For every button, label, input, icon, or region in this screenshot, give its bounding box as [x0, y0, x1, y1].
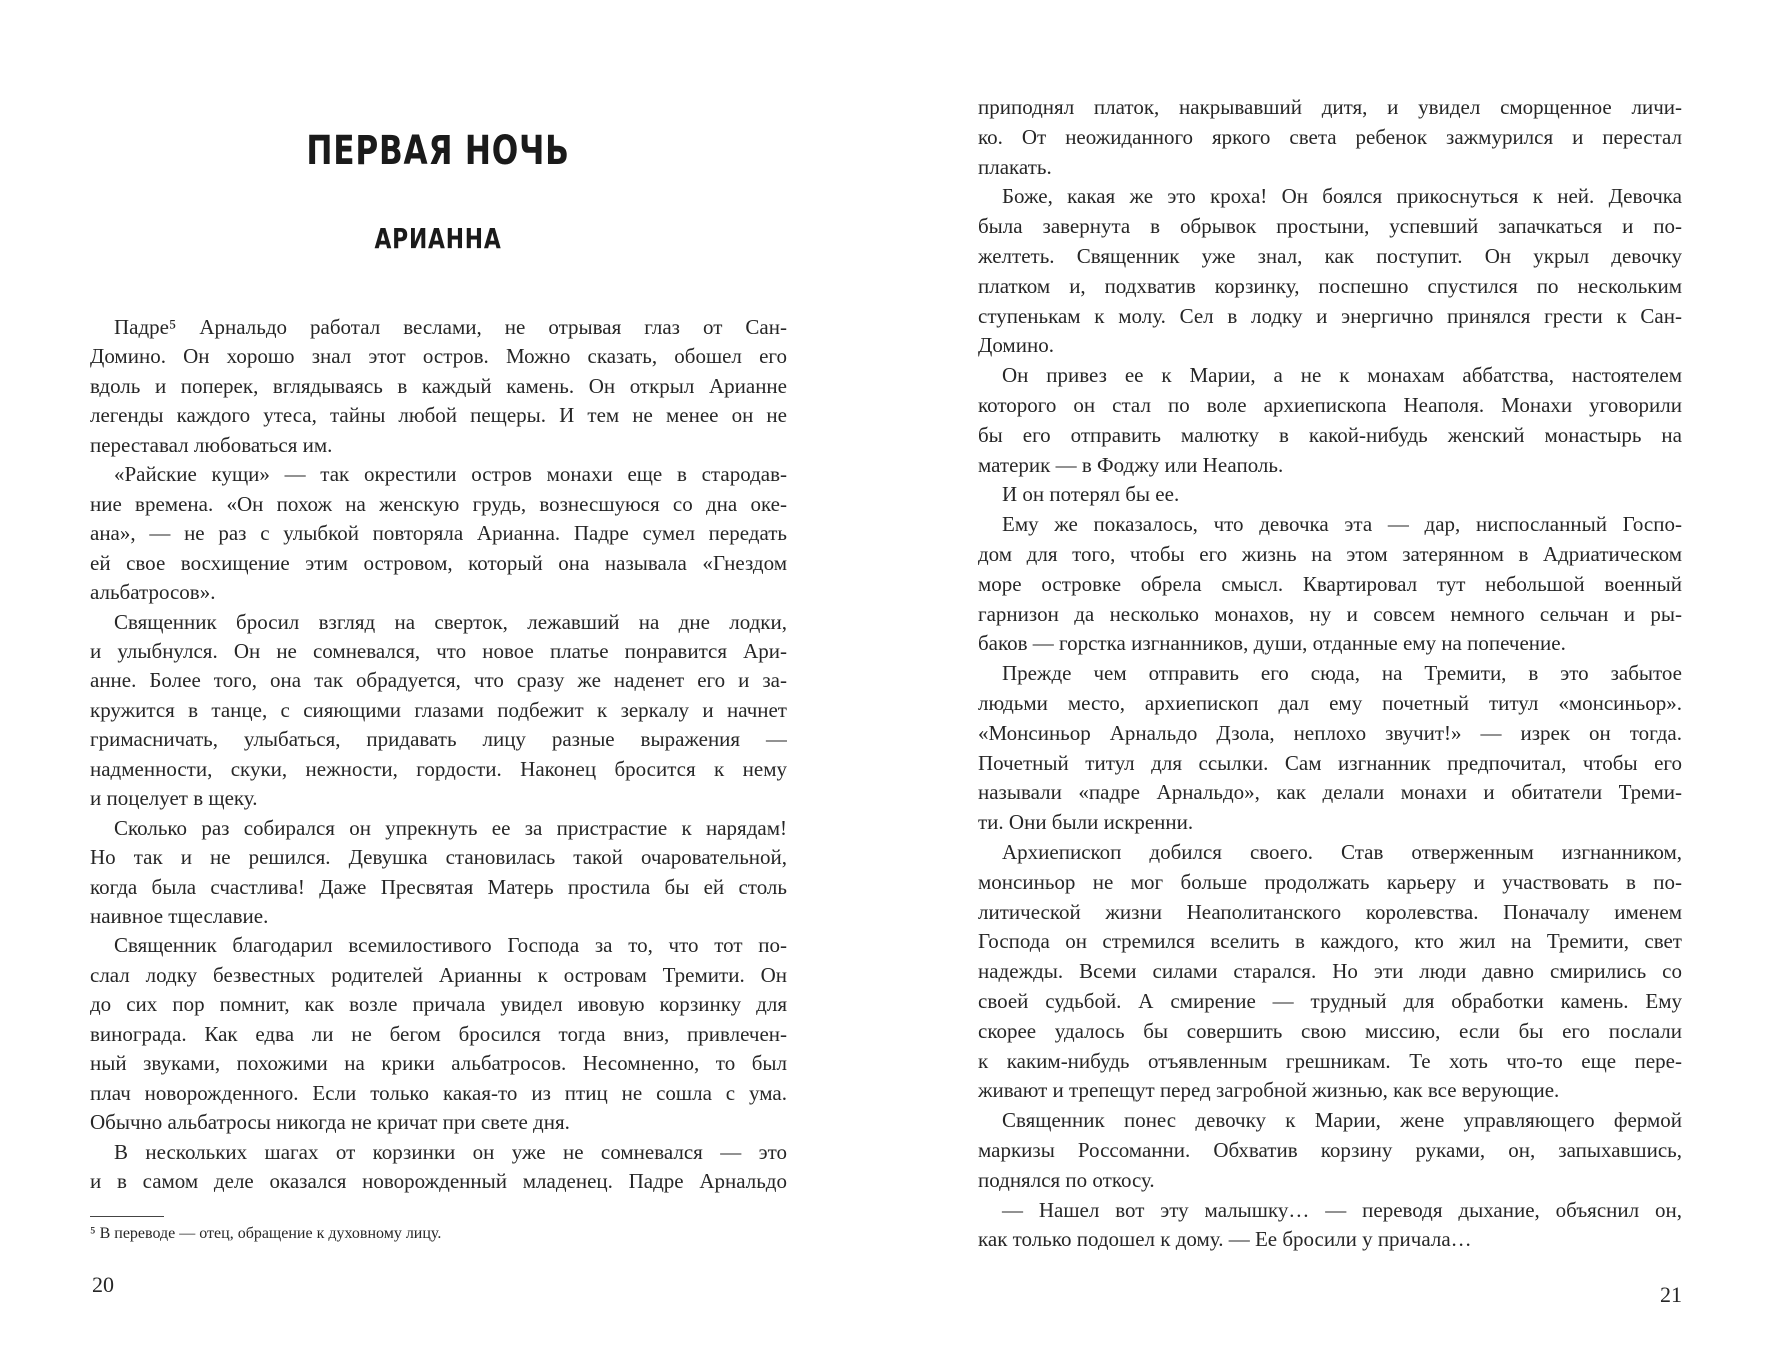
text-line: Домино. [978, 333, 1054, 358]
text-line: винограда. Как едва ли не бегом бросился тогда вниз, привлечен- [90, 1021, 787, 1046]
text-line: гарнизон да несколько монахов, ну и совсем немного сельчан и ры- [978, 601, 1682, 626]
text-line: Обычно альбатросы никогда не кричат при свете дня. [90, 1110, 570, 1135]
chapter-subtitle: АРИАННА [374, 222, 502, 255]
text-line: море островке обрела смысл. Квартировал тут небольшой военный [978, 571, 1682, 596]
text-line: Домино. Он хорошо знал этот остров. Можно сказать, обошел его [90, 344, 787, 369]
text-line: материк — в Фоджу или Неаполь. [978, 452, 1284, 477]
text-line: скорее удалось бы совершить свою миссию, если бы его послали [978, 1018, 1682, 1043]
text-line: Сколько раз собирался он упрекнуть ее за пристрастие к нарядам! [114, 815, 787, 840]
text-line: ние времена. «Он похож на женскую грудь, вознесшуюся со дна оке- [90, 491, 787, 516]
text-line: своей судьбой. А смирение — трудный для обработки камень. Ему [978, 989, 1682, 1013]
text-line: И он потерял бы ее. [1002, 482, 1180, 507]
text-line: вдоль и поперек, вглядываясь в каждый камень. Он открыл Арианне [90, 373, 787, 398]
text-line: ступенькам к молу. Сел в лодку и энергично принялся грести к Сан- [978, 303, 1682, 328]
text-line: «Райские кущи» — так окрестили остров монахи еще в стародав- [114, 462, 787, 487]
text-line: Ему же показалось, что девочка эта — дар, ниспосланный Госпо- [1002, 512, 1682, 537]
text-line: Прежде чем отправить его сюда, на Тремити, в это забытое [1002, 661, 1682, 686]
text-line: ко. От неожиданного яркого света ребенок зажмурился и перестал [978, 124, 1682, 149]
text-line: живают и трепещут перед загробной жизнью, как все верующие. [978, 1078, 1560, 1103]
text-line: Но так и не решился. Девушка становилась такой очаровательной, [90, 845, 787, 870]
text-line: платком и, подхватив корзинку, поспешно спустился по нескольким [978, 273, 1682, 298]
text-line: называли «падре Арнальдо», как делали монахи и обитатели Треми- [978, 780, 1682, 805]
text-line: Господа он стремился вселить в каждого, кто жил на Тремити, свет [978, 929, 1682, 954]
text-line: наивное тщеславие. [90, 904, 269, 928]
text-line: бы его отправить малютку в какой-нибудь женский монастырь на [978, 422, 1682, 447]
text-line: дом для того, чтобы его жизнь на этом затерянном в Адриатическом [978, 542, 1682, 566]
text-line: до сих пор помнит, как возле причала увидел ивовую корзинку для [90, 992, 787, 1017]
text-line: Падре⁵ Арнальдо работал веслами, не отрывая глаз от Сан- [114, 315, 787, 339]
page-number-left: 20 [92, 1272, 114, 1297]
text-line: монсиньор не мог больше продолжать карьеру и участвовать в по- [978, 869, 1682, 894]
text-line: переставал любоваться им. [90, 432, 333, 457]
text-line: к каким-нибудь отъявленным грешникам. Те хоть что-то еще пере- [978, 1048, 1682, 1073]
text-line: литической жизни Неаполитанского королевства. Поначалу именем [978, 899, 1682, 924]
text-line: Священник бросил взгляд на сверток, лежавший на дне лодки, [114, 609, 787, 634]
text-line: Боже, какая же это кроха! Он боялся прикоснуться к ней. Девочка [1002, 184, 1682, 209]
text-line: анне. Более того, она так обрадуется, что сразу же наденет его и за- [90, 668, 787, 693]
page-number-right: 21 [1660, 1282, 1682, 1307]
text-line: — Нашел вот эту малышку… — переводя дыхание, объяснил он, [1002, 1197, 1682, 1222]
text-line: Священник понес девочку к Марии, жене управляющего фермой [1002, 1108, 1682, 1133]
text-line: ти. Они были искренни. [978, 810, 1194, 835]
text-line: плач новорожденного. Если только какая-то из птиц не сошла с ума. [90, 1080, 787, 1105]
text-line: которого он стал по воле архиепископа Неаполя. Монахи уговорили [978, 393, 1682, 417]
text-line: поднялся по откосу. [978, 1167, 1155, 1192]
text-line: В нескольких шагах от корзинки он уже не сомневался — это [114, 1139, 787, 1164]
text-line: людьми место, архиепископ дал ему почетный титул «монсиньор». [978, 691, 1682, 715]
text-line: слал лодку безвестных родителей Арианны к островам Тремити. Он [90, 962, 787, 987]
text-line: и улыбнулся. Он не сомневался, что новое платье понравится Ари- [90, 638, 787, 663]
text-line: и в самом деле оказался новорожденный младенец. Падре Арнальдо [90, 1169, 787, 1194]
text-line: надежды. Всеми силами старался. Но эти люди давно смирились со [978, 959, 1682, 984]
text-line: желтеть. Священник уже знал, как поступит. Он укрыл девочку [978, 244, 1682, 268]
text-line: приподнял платок, накрывавший дитя, и увидел сморщенное личи- [978, 95, 1682, 119]
text-line: Он привез ее к Марии, а не к монахам аббатства, настоятелем [1002, 363, 1682, 388]
text-line: ей свое восхищение этим островом, который она называла «Гнездом [90, 550, 787, 575]
text-line: и поцелует в щеку. [90, 786, 258, 811]
text-line: как только подошел к дому. — Ее бросили у причала… [978, 1227, 1472, 1252]
text-line: альбатросов». [90, 580, 216, 605]
text-line: маркизы Россоманни. Обхватив корзину руками, он, запыхавшись, [978, 1138, 1682, 1162]
chapter-title: ПЕРВАЯ НОЧЬ [306, 128, 570, 174]
text-line: гримасничать, улыбаться, придавать лицу разные выражения — [90, 727, 787, 752]
text-line: баков — горстка изгнанников, души, отданные ему на попечение. [978, 631, 1566, 656]
text-line: была завернута в обрывок простыни, успевший запачкаться и по- [978, 214, 1682, 239]
footnote-divider [90, 1216, 164, 1217]
text-line: «Монсиньор Арнальдо Дзола, неплохо звучит!» — изрек он тогда. [978, 720, 1682, 745]
text-line: Архиепископ добился своего. Став отверженным изгнанником, [1002, 840, 1682, 864]
footnote: ⁵ В переводе — отец, обращение к духовному лицу. [90, 1225, 442, 1242]
text-line: когда была счастлива! Даже Пресвятая Матерь простила бы ей столь [90, 874, 787, 899]
text-line: надменности, скуки, нежности, гордости. Наконец бросится к нему [90, 756, 787, 781]
text-line: ана», — не раз с улыбкой повторяла Арианна. Падре сумел передать [90, 521, 787, 546]
text-line: Священник благодарил всемилостивого Господа за то, что тот по- [114, 933, 787, 958]
right-page [885, 0, 1770, 1348]
text-line: кружится в танце, с сияющими глазами подбежит к зеркалу и начнет [90, 697, 787, 722]
text-line: Почетный титул для ссылки. Сам изгнанник предпочитал, чтобы его [978, 750, 1682, 775]
text-line: плакать. [978, 154, 1052, 179]
text-line: легенды каждого утеса, тайны любой пещеры. И тем не менее он не [90, 403, 787, 428]
text-line: ный звуками, похожими на крики альбатросов. Несомненно, то был [90, 1051, 787, 1076]
